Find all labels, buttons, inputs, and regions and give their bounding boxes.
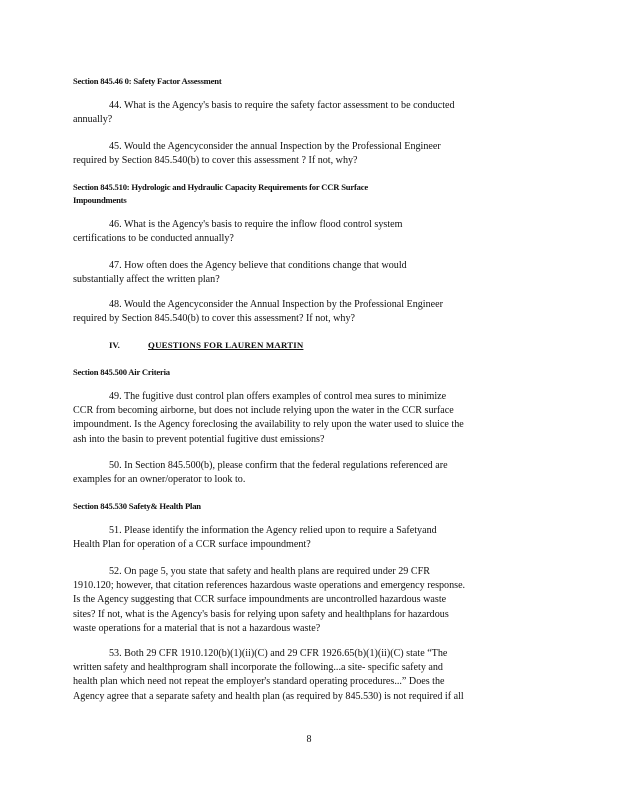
- question-52: 52. On page 5, you state that safety and health plans are required under 29 CFR 1910.120; however, that citation references hazardous waste operations and emergency response. Is the Agency suggesting that CCR surface impoundments are uncontrolled hazardous waste sites? If not, what is the Agency's basis for relying upon safety and healthplans for hazardous waste operations for a material that is not a hazardous waste?: [73, 566, 466, 634]
- part-numeral: IV.: [109, 340, 120, 350]
- section-heading-845-530: Section 845.530 Safety& Health Plan: [73, 501, 201, 511]
- question-53: 53. Both 29 CFR 1910.120(b)(1)(ii)(C) and 29 CFR 1926.65(b)(1)(ii)(C) state “The written safety and healthprogram shall incorporate the following...a site- specific safety and health plan which need not repeat the employer's standard operating procedures...” Does the Agency agree that a separate safety and health plan (as required by 845.530) is not required if all: [73, 648, 464, 702]
- question-48: 48. Would the Agencyconsider the Annual Inspection by the Professional Engineer required by Section 845.540(b) to cover this assessment? If not, why?: [73, 299, 443, 325]
- question-50: 50. In Section 845.500(b), please confirm that the federal regulations referenced are examples for an owner/operator to look to.: [73, 460, 448, 486]
- section-heading-845-460: Section 845.46 0: Safety Factor Assessment: [73, 76, 222, 86]
- question-49: 49. The fugitive dust control plan offers examples of control mea sures to minimize CCR from becoming airborne, but does not include relying upon the water in the CCR surface impoundment. Is the Agency foreclosing the availability to rely upon the water used to sluice the ash into the basin to prevent potential fugitive dust emissions?: [73, 391, 464, 445]
- section-heading-845-500: Section 845.500 Air Criteria: [73, 367, 170, 377]
- question-44: 44. What is the Agency's basis to require the safety factor assessment to be conducted annually?: [73, 100, 455, 126]
- section-heading-845-510: Section 845.510: Hydrologic and Hydraulic Capacity Requirements for CCR Surface Impoundments: [73, 182, 368, 205]
- part-title: QUESTIONS FOR LAUREN MARTIN: [148, 340, 304, 350]
- question-51: 51. Please identify the information the Agency relied upon to require a Safetyand Health Plan for operation of a CCR surface impoundment?: [73, 525, 437, 551]
- question-45: 45. Would the Agencyconsider the annual Inspection by the Professional Engineer required by Section 845.540(b) to cover this assessment ? If not, why?: [73, 141, 441, 167]
- page-number: 8: [306, 734, 312, 745]
- part-heading: [73, 340, 579, 350]
- question-46: 46. What is the Agency's basis to require the inflow flood control system certifications to be conducted annually?: [73, 219, 403, 245]
- question-47: 47. How often does the Agency believe that conditions change that would substantially affect the written plan?: [73, 260, 407, 286]
